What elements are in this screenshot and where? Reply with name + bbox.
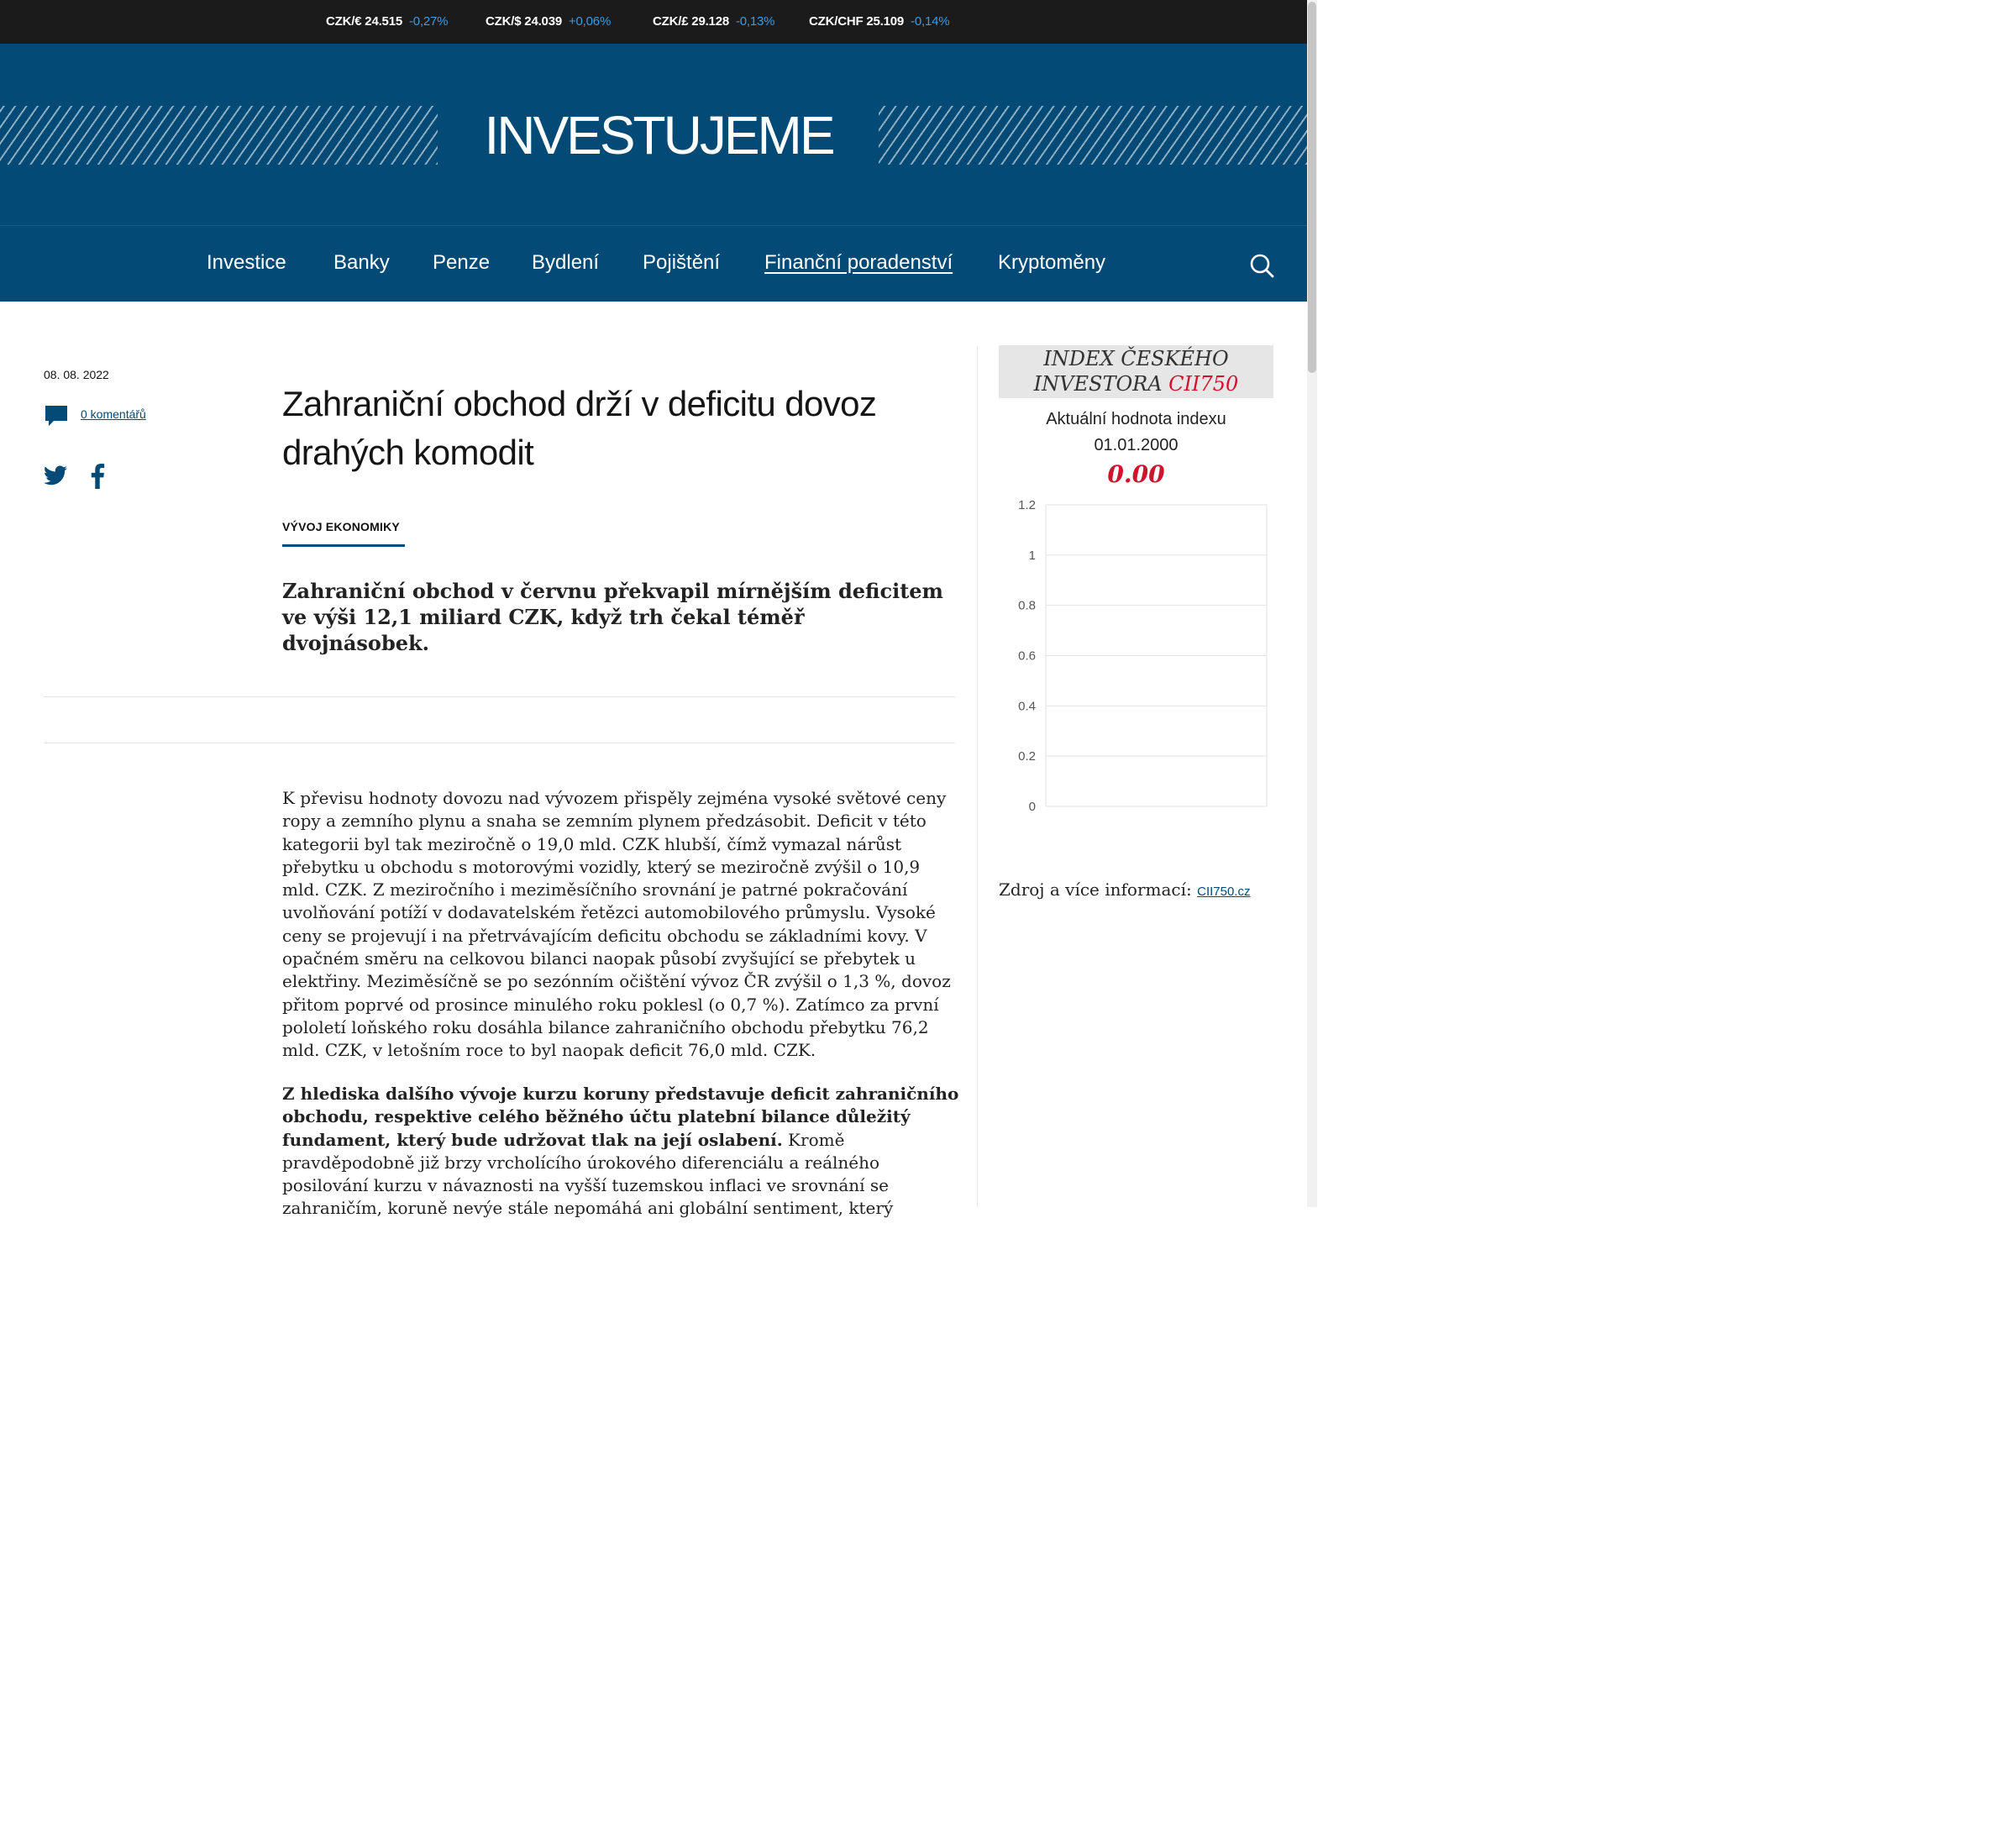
chart-y-tick-label: 0 [1028, 800, 1036, 814]
ticker-pair: CZK/CHF 25.109 [809, 14, 905, 29]
ticker-change: -0,27% [408, 14, 449, 29]
nav-item-kryptomeny[interactable]: Kryptoměny [998, 251, 1106, 274]
article-lead: Zahraniční obchod v červnu překvapil mírnějším deficitem ve výši 12,1 miliard CZK, když trh čekal téměř dvojnásobek. [282, 579, 943, 655]
ticker-item-gbp [653, 14, 774, 29]
header-decoration-left [0, 106, 438, 165]
ticker-change: -0,14% [911, 14, 950, 29]
site-header [0, 44, 1307, 225]
comments-link[interactable]: 0 komentářů [81, 407, 146, 421]
article-paragraph-bold: Z hlediska dalšího vývoje kurzu koruny představuje deficit zahraničního obchodu, respektive celého běžného účtu platební bilance důležitý fundament, který bude udržovat tlak na její oslabení. [282, 1084, 959, 1150]
index-subtitle: Aktuální hodnota indexu [1046, 410, 1226, 428]
index-title-line-2 [999, 371, 1273, 396]
facebook-icon[interactable] [89, 464, 106, 489]
ticker-change: -0,13% [735, 14, 775, 29]
nav-item-banky[interactable]: Banky [333, 251, 390, 274]
chart-y-tick-label: 0.4 [1018, 699, 1036, 714]
ticker-pair: CZK/€ 24.515 [326, 14, 402, 29]
search-icon[interactable] [1249, 253, 1274, 278]
nav-item-investice[interactable]: Investice [207, 251, 286, 274]
ticker-change: +0,06% [568, 14, 612, 29]
nav-item-bydleni[interactable]: Bydlení [532, 251, 600, 274]
main-nav [0, 225, 1307, 302]
ticker-pair: CZK/$ 24.039 [486, 14, 562, 29]
divider [44, 696, 955, 697]
index-title-line-1: INDEX ČESKÉHO [1043, 347, 1229, 370]
index-date: 01.01.2000 [1094, 436, 1179, 454]
article-paragraph: K převisu hodnoty dovozu nad vývozem přispěly zejména vysoké světové ceny ropy a zemního plynu a snaha se zemním plynem předzásobit. Deficit v této kategorii byl tak meziročně o 19,0 mld. CZK hlubší, čímž vymazal nárůst přebytku u obchodu s motorovými vozidly, který se meziročně zvýšil o 10,9 mld. CZK. Z meziročního i meziměsíčního srovnání je patrné pokračování uvolňování potíží v dodavatelském řetězci automobilového průmyslu. Vysoké ceny se projevují i na přetrvávajícím deficitu obchodu se základními kovy. V opačném směru na celkovou bilanci naopak působí zvyšující se přebytek u elektřiny. Meziměsíčně se po sezónním očištění vývoz ČR zvýšil o 1,3 %, dovoz přitom poprvé od prosince minulého roku poklesl (o 0,7 %). Zatímco za první pololetí loňského roku dosáhla bilance zahraničního obchodu přebytku 76,2 mld. CZK, v letošním roce to byl naopak deficit 76,0 mld. CZK. [282, 788, 951, 1061]
site-logo[interactable]: INVESTUJEME [484, 105, 833, 165]
header-decoration-right [879, 106, 1307, 165]
article-title: Zahraniční obchod drží v deficitu dovoz drahých komodit [282, 384, 877, 472]
ticker-item-usd [486, 14, 611, 29]
nav-item-penze[interactable]: Penze [433, 251, 491, 274]
nav-item-financni-poradenstvi[interactable]: Finanční poradenství [764, 251, 953, 274]
nav-item-pojisteni[interactable]: Pojištění [643, 251, 721, 274]
twitter-icon[interactable] [44, 465, 67, 486]
ticker-item-chf [809, 14, 949, 29]
ticker-item-eur [326, 14, 448, 29]
scrollbar-thumb[interactable] [1308, 2, 1316, 373]
currency-ticker [0, 0, 1317, 44]
index-title-text: INVESTORA [1033, 372, 1163, 396]
article-paragraph [282, 1083, 963, 1221]
index-value: 0.00 [1107, 460, 1165, 488]
index-chart [999, 494, 1276, 817]
index-title-box [999, 345, 1273, 398]
source-label: Zdroj a více informací: [999, 879, 1192, 900]
category-underline [282, 544, 405, 547]
chart-y-tick-label: 1.2 [1018, 498, 1036, 512]
sidebar-divider [977, 346, 978, 1207]
article-paragraph-text: Kromě pravděpodobně již brzy vrcholícího úrokového diferenciálu a reálného posilování kurzu v návaznosti na vyšší tuzemskou inflaci ve srovnání se zahraničím, koruně nevýe stále nepomáhá ani globální sentiment, který [282, 1129, 894, 1219]
index-code: CII750 [1168, 372, 1239, 396]
chart-y-tick-label: 0.8 [1018, 598, 1036, 613]
ticker-pair: CZK/£ 29.128 [653, 14, 729, 29]
chart-y-tick-label: 0.6 [1018, 648, 1036, 664]
source-link[interactable]: CII750.cz [1197, 885, 1251, 899]
article-category-link[interactable]: VÝVOJ EKONOMIKY [282, 520, 400, 533]
chart-y-tick-label: 0.2 [1018, 749, 1036, 764]
article-date: 08. 08. 2022 [44, 368, 109, 381]
comment-icon[interactable] [44, 404, 69, 428]
source-info [999, 879, 1250, 900]
chart-y-tick-label: 1 [1028, 548, 1036, 563]
